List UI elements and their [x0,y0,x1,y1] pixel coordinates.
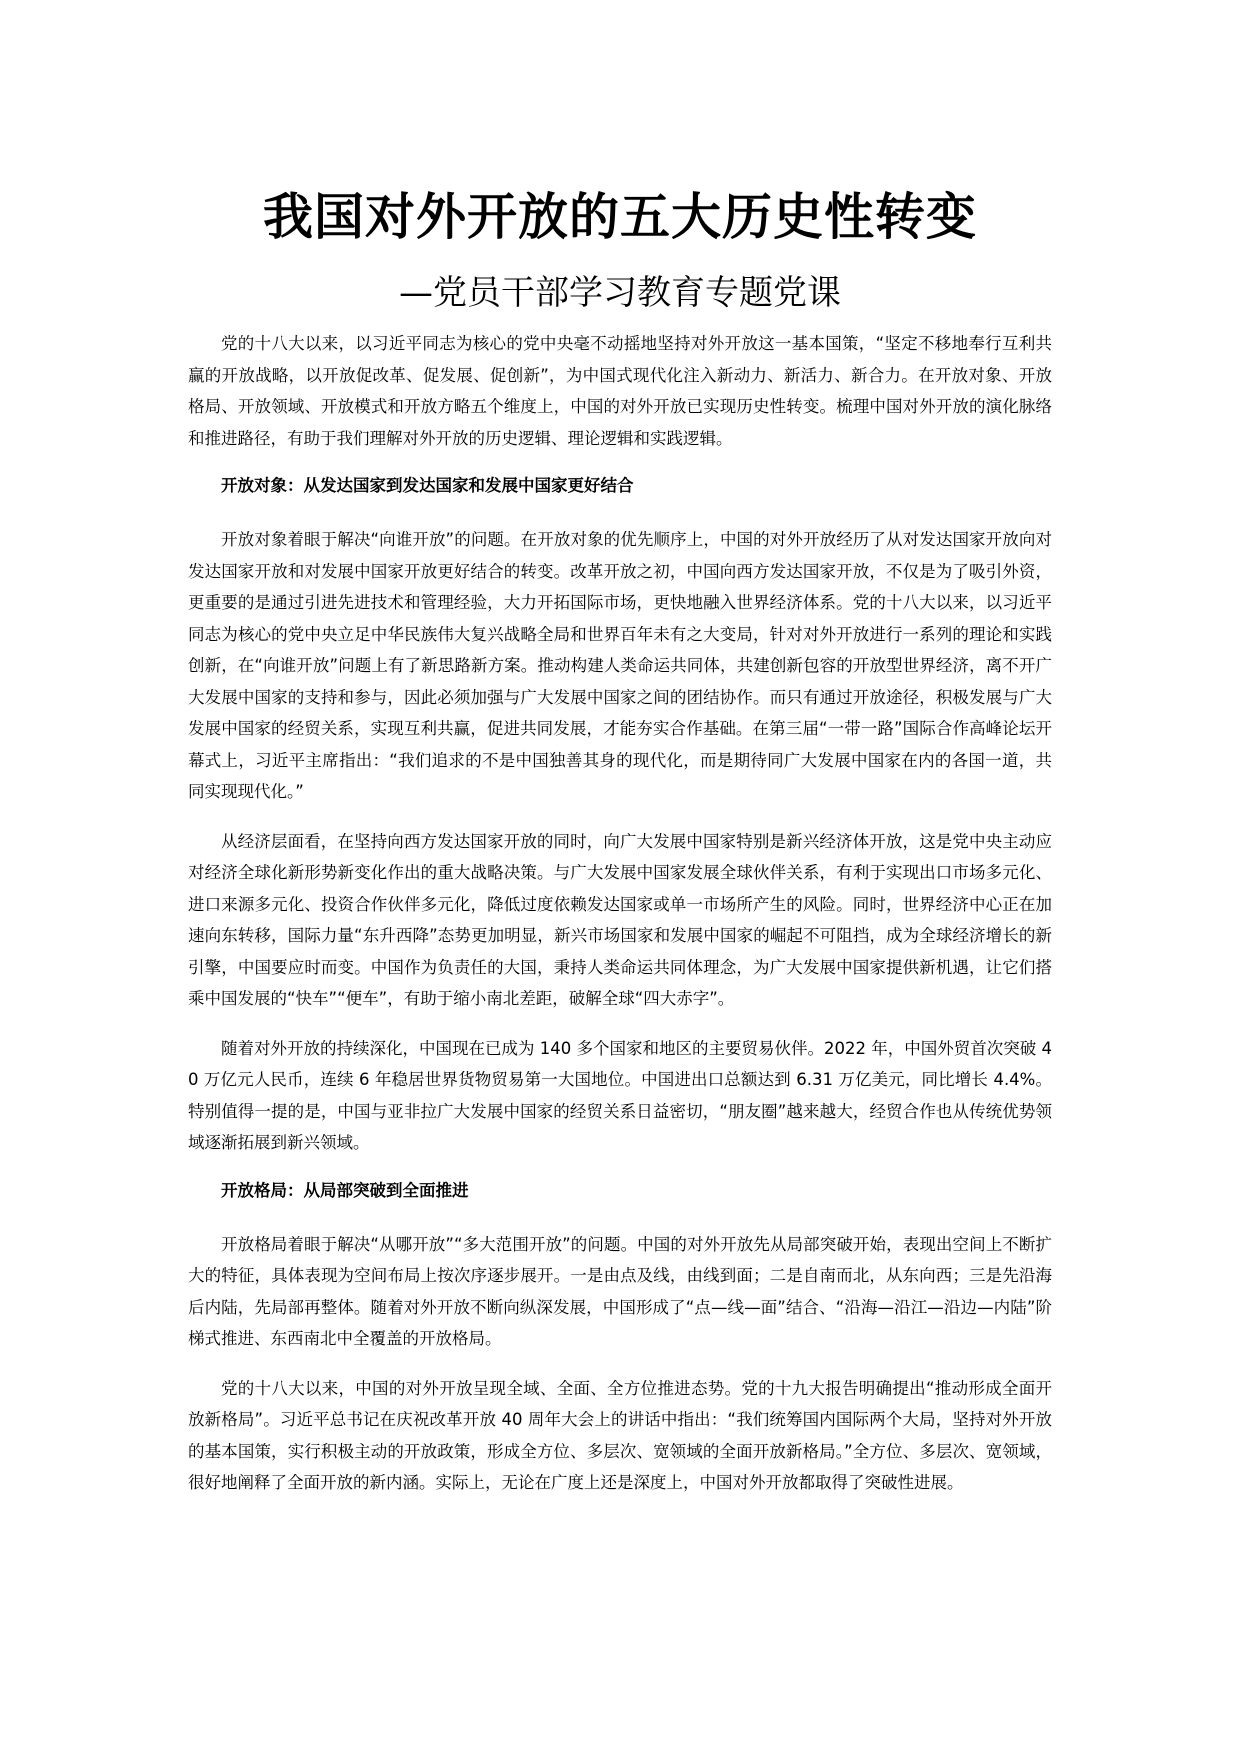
paragraph-economic-level: 从经济层面看，在坚持向西方发达国家开放的同时，向广大发展中国家特别是新兴经济体开放，这是党中央主动应对经济全球化新形势新变化作出的重大战略决策。与广大发展中国家发展全球伙伴关系，有利于实现出口市场多元化、进口来源多元化、投资合作伙伴多元化，降低过度依赖发达国家或单一市场所产生的风险。同时，世界经济中心正在加速向东转移，国际力量“东升西降”态势更加明显，新兴市场国家和发展中国家的崛起不可阻挡，成为全球经济增长的新引擎，中国要应时而变。中国作为负责任的大国，秉持人类命运共同体理念，为广大发展中国家提供新机遇，让它们搭乘中国发展的“快车”“便车”，有助于缩小南北差距，破解全球“四大赤字”。 [188,831,1052,1008]
document-body [188,328,1052,1517]
document-subtitle: —党员干部学习教育专题党课 [399,273,841,313]
paragraph-intro: 党的十八大以来，以习近平同志为核心的党中央毫不动摇地坚持对外开放这一基本国策，“坚定不移地奉行互利共赢的开放战略，以开放促改革、促发展、促创新”，为中国式现代化注入新动力、新活力、新合力。在开放对象、开放格局、开放领域、开放模式和开放方略五个维度上，中国的对外开放已实现历史性转变。梳理中国对外开放的演化脉络和推进路径，有助于我们理解对外开放的历史逻辑、理论逻辑和实践逻辑。 [188,334,1052,448]
paragraph-open-objects: 开放对象着眼于解决“向谁开放”的问题。在开放对象的优先顺序上，中国的对外开放经历了从对发达国家开放向对发达国家开放和对发展中国家开放更好结合的转变。改革开放之初，中国向西方发达国家开放，不仅是为了吸引外资，更重要的是通过引进先进技术和管理经验，大力开拓国际市场，更快地融入世界经济体系。党的十八大以来，以习近平同志为核心的党中央立足中华民族伟大复兴战略全局和世界百年未有之大变局，针对对外开放进行一系列的理论和实践创新，在“向谁开放”问题上有了新思路新方案。推动构建人类命运共同体，共建创新包容的开放型世界经济，离不开广大发展中国家的支持和参与，因此必须加强与广大发展中国家之间的团结协作。而只有通过开放途径，积极发展与广大发展中国家的经贸关系，实现互利共赢，促进共同发展，才能夯实合作基础。在第三届“一带一路”国际合作高峰论坛开幕式上，习近平主席指出：“我们追求的不是中国独善其身的现代化，而是期待同广大发展中国家在内的各国一道，共同实现现代化。” [188,530,1052,801]
section-heading-open-pattern: 开放格局：从局部突破到全面推进 [221,1180,469,1200]
paragraph-trade-figures: 随着对外开放的持续深化，中国现在已成为 140 多个国家和地区的主要贸易伙伴。2022 年，中国外贸首次突破 40 万亿元人民币，连续 6 年稳居世界货物贸易第一大国地位。中国进出口总额达到 6.31 万亿美元，同比增长 4.4%。特别值得一提的是，中国与亚非拉广大发展中国家的经贸关系日益密切，“朋友圈”越来越大，经贸合作也从传统优势领域逐渐拓展到新兴领域。 [188,1038,1052,1152]
paragraph-open-pattern: 开放格局着眼于解决“从哪开放”“多大范围开放”的问题。中国的对外开放先从局部突破开始，表现出空间上不断扩大的特征，具体表现为空间布局上按次序逐步展开。一是由点及线，由线到面；二是自南而北，从东向西；三是先沿海后内陆，先局部再整体。随着对外开放不断向纵深发展，中国形成了“点—线—面”结合、“沿海—沿江—沿边—内陆”阶梯式推进、东西南北中全覆盖的开放格局。 [188,1234,1052,1348]
section-heading-open-objects: 开放对象：从发达国家到发达国家和发展中国家更好结合 [221,476,634,495]
paragraph-comprehensive-opening: 党的十八大以来，中国的对外开放呈现全域、全面、全方位推进态势。党的十九大报告明确提出“推动形成全面开放新格局”。习近平总书记在庆祝改革开放 40 周年大会上的讲话中指出：“我们统筹国内国际两个大局，坚持对外开放的基本国策，实行积极主动的开放政策，形成全方位、多层次、宽领域的全面开放新格局。”全方位、多层次、宽领域，很好地阐释了全面开放的新内涵。实际上，无论在广度上还是深度上，中国对外开放都取得了突破性进展。 [188,1378,1052,1492]
document-title: 我国对外开放的五大历史性转变 [263,188,977,246]
